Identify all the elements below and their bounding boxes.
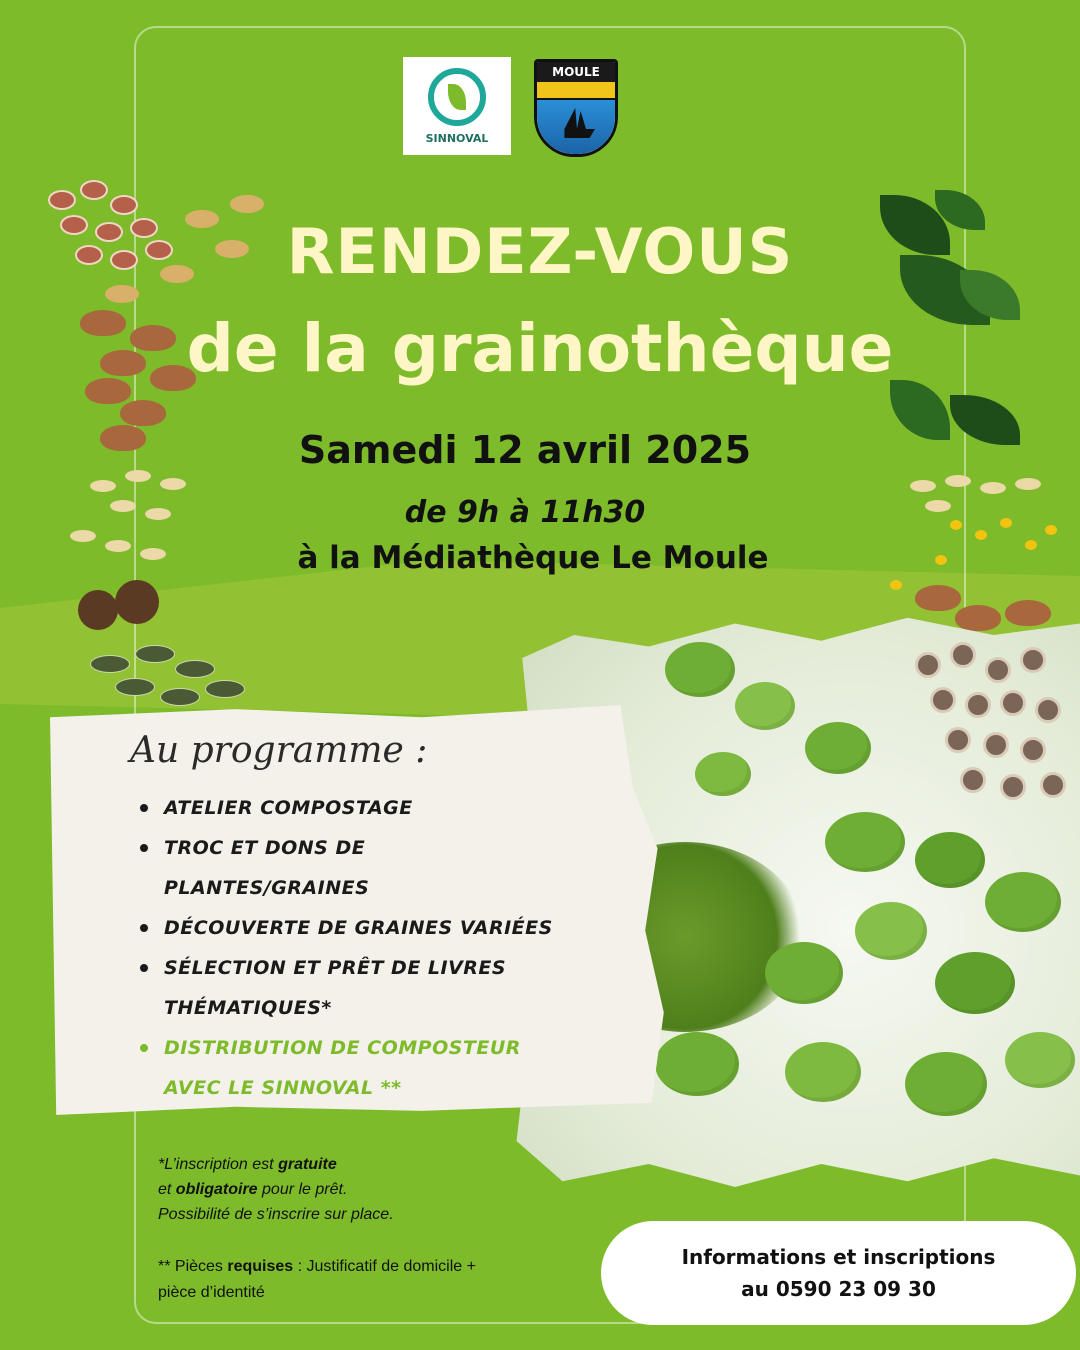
leaf-icon [765, 942, 843, 1004]
moringa-seed-icon [1040, 772, 1066, 798]
pumpkin-seed-icon [90, 655, 130, 673]
seed-icon [110, 195, 138, 215]
pumpkin-seed-icon [205, 680, 245, 698]
program-item: DÉCOUVERTE DE GRAINES VARIÉES [136, 908, 556, 948]
contact-phone: au 0590 23 09 30 [741, 1277, 936, 1301]
note-text: *L’inscription est [158, 1156, 279, 1173]
moringa-seed-icon [1020, 737, 1046, 763]
moringa-seed-icon [1000, 774, 1026, 800]
leaf-icon [655, 1032, 739, 1096]
leaf-icon [665, 642, 735, 697]
ship-icon [559, 108, 595, 138]
moringa-seed-icon [915, 652, 941, 678]
seed-icon [90, 480, 116, 492]
seed-icon [48, 190, 76, 210]
seed-icon [115, 580, 159, 624]
moringa-seed-icon [965, 692, 991, 718]
leaf-icon [855, 902, 927, 960]
title-line-1: RENDEZ-VOUS [286, 215, 794, 288]
seed-icon [980, 482, 1006, 494]
leaf-icon [735, 682, 795, 730]
leaf-icon [915, 832, 985, 888]
program-item: ATELIER COMPOSTAGE [136, 788, 556, 828]
leaf-icon [825, 812, 905, 872]
moringa-seed-icon [950, 642, 976, 668]
leaf-icon [935, 952, 1015, 1014]
moule-logo-text: MOULE [537, 62, 615, 82]
pumpkin-seed-icon [175, 660, 215, 678]
note-text: : Justificatif de domicile + pièce d’identité [158, 1258, 476, 1301]
sinnoval-logo-text: SINNOVAL [425, 131, 489, 145]
pumpkin-seed-icon [135, 645, 175, 663]
moringa-seed-icon [985, 657, 1011, 683]
moringa-seed-icon [960, 767, 986, 793]
seed-icon [78, 590, 118, 630]
note-bold: obligatoire [175, 1181, 258, 1198]
moringa-seed-icon [1035, 697, 1061, 723]
contact-line-1: Informations et inscriptions [681, 1245, 996, 1269]
program-list [136, 788, 556, 1108]
leaf-icon [1005, 1032, 1075, 1088]
title-line-2: de la grainothèque [186, 310, 894, 387]
sinnoval-ring-icon [428, 68, 486, 126]
seed-icon [1015, 478, 1041, 490]
seed-icon [230, 195, 264, 213]
event-time: de 9h à 11h30 [404, 495, 646, 530]
note-text: pour le prêt. [257, 1181, 348, 1198]
seed-icon [945, 475, 971, 487]
leaf-icon [785, 1042, 861, 1102]
moule-logo-sea [537, 100, 615, 157]
event-date: Samedi 12 avril 2025 [298, 428, 752, 472]
seed-icon [80, 180, 108, 200]
almond-icon [955, 605, 1001, 631]
contact-pill [601, 1221, 1076, 1325]
moringa-seed-icon [1000, 690, 1026, 716]
sinnoval-logo [403, 57, 511, 155]
program-item: SÉLECTION ET PRÊT DE LIVRES THÉMATIQUES* [136, 948, 556, 1028]
note-text: ** Pièces [158, 1258, 228, 1275]
moule-coat-of-arms-logo [534, 59, 618, 157]
program-heading: Au programme : [130, 730, 428, 771]
moringa-seed-icon [983, 732, 1009, 758]
note-text: et [158, 1181, 176, 1198]
moringa-seed-icon [1020, 647, 1046, 673]
registration-note [158, 1152, 478, 1227]
almond-icon [1005, 600, 1051, 626]
pumpkin-seed-icon [160, 688, 200, 706]
moringa-seed-icon [930, 687, 956, 713]
corn-kernel-icon [975, 530, 987, 540]
moule-logo-banner [537, 82, 615, 100]
moringa-seed-icon [945, 727, 971, 753]
note-text: Possibilité de s’inscrire sur place. [158, 1206, 394, 1223]
program-item-highlight: DISTRIBUTION DE COMPOSTEUR AVEC LE SINNOVAL ** [136, 1028, 556, 1108]
leaf-icon [448, 84, 466, 110]
event-place: à la Médiathèque Le Moule [297, 540, 769, 576]
leaf-icon [805, 722, 871, 774]
almond-icon [120, 400, 166, 426]
almond-icon [915, 585, 961, 611]
program-item: TROC ET DONS DE PLANTES/GRAINES [136, 828, 556, 908]
seed-icon [910, 480, 936, 492]
leaf-icon [905, 1052, 987, 1116]
note-bold: requises [227, 1258, 294, 1275]
documents-note [158, 1254, 478, 1306]
pumpkin-seed-icon [115, 678, 155, 696]
corn-kernel-icon [890, 580, 902, 590]
leaf-icon [985, 872, 1061, 932]
seed-icon [160, 478, 186, 490]
note-bold: gratuite [278, 1156, 337, 1173]
leaf-icon [695, 752, 751, 796]
